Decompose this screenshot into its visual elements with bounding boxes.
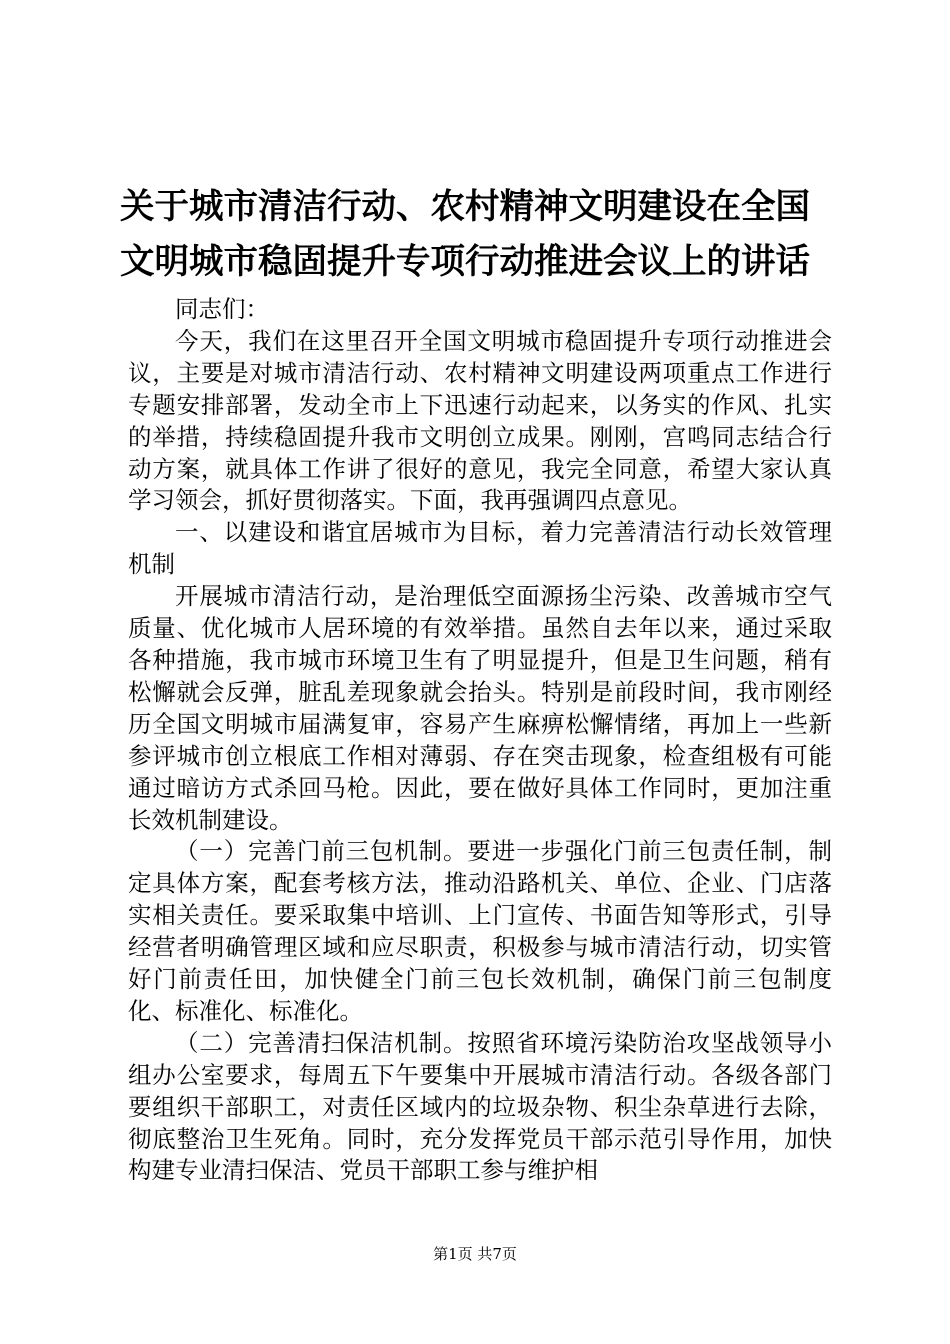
section-heading: 一、以建设和谐宜居城市为目标，着力完善清洁行动长效管理机制 — [128, 518, 832, 579]
page-number-footer: 第1页 共7页 — [433, 1245, 517, 1263]
body-paragraph: （一）完善门前三包机制。要进一步强化门前三包责任制，制定具体方案，配套考核方法，推动沿路机关、单位、企业、门店落实相关责任。要采取集中培训、上门宣传、书面告知等形式，引导经营者明确管理区域和应尽职责，积极参与城市清洁行动，切实管好门前责任田，加快健全门前三包长效机制，确保门前三包制度化、标准化、标准化。 — [128, 837, 832, 1025]
title-line: 文明城市稳固提升专项行动推进会议上的讲话 — [120, 242, 810, 282]
salutation: 同志们： — [175, 295, 269, 323]
body-paragraph: 今天，我们在这里召开全国文明城市稳固提升专项行动推进会议，主要是对城市清洁行动、农村精神文明建设两项重点工作进行专题安排部署，发动全市上下迅速行动起来，以务实的作风、扎实的举措，持续稳固提升我市文明创立成果。刚刚，宫鸣同志结合行动方案，就具体工作讲了很好的意见，我完全同意，希望大家认真学习领会，抓好贯彻落实。下面，我再强调四点意见。 — [128, 326, 832, 515]
title-line: 关于城市清洁行动、农村精神文明建设在全国 — [120, 187, 810, 227]
body-paragraph: （二）完善清扫保洁机制。按照省环境污染防治攻坚战领导小组办公室要求，每周五下午要集中开展城市清洁行动。各级各部门要组织干部职工，对责任区域内的垃圾杂物、积尘杂草进行去除，彻底整治卫生死角。同时，充分发挥党员干部示范引导作用，加快构建专业清扫保洁、党员干部职工参与维护相 — [128, 1028, 832, 1185]
body-paragraph: 开展城市清洁行动，是治理低空面源扬尘污染、改善城市空气质量、优化城市人居环境的有效举措。虽然自去年以来，通过采取各种措施，我市城市环境卫生有了明显提升，但是卫生问题，稍有松懈就会反弹，脏乱差现象就会抬头。特别是前段时间，我市刚经历全国文明城市届满复审，容易产生麻痹松懈情绪，再加上一些新参评城市创立根底工作相对薄弱、存在突击现象，检查组极有可能通过暗访方式杀回马枪。因此，要在做好具体工作同时，更加注重长效机制建设。 — [128, 582, 832, 834]
document-body — [128, 294, 832, 1187]
document-title — [120, 180, 832, 290]
